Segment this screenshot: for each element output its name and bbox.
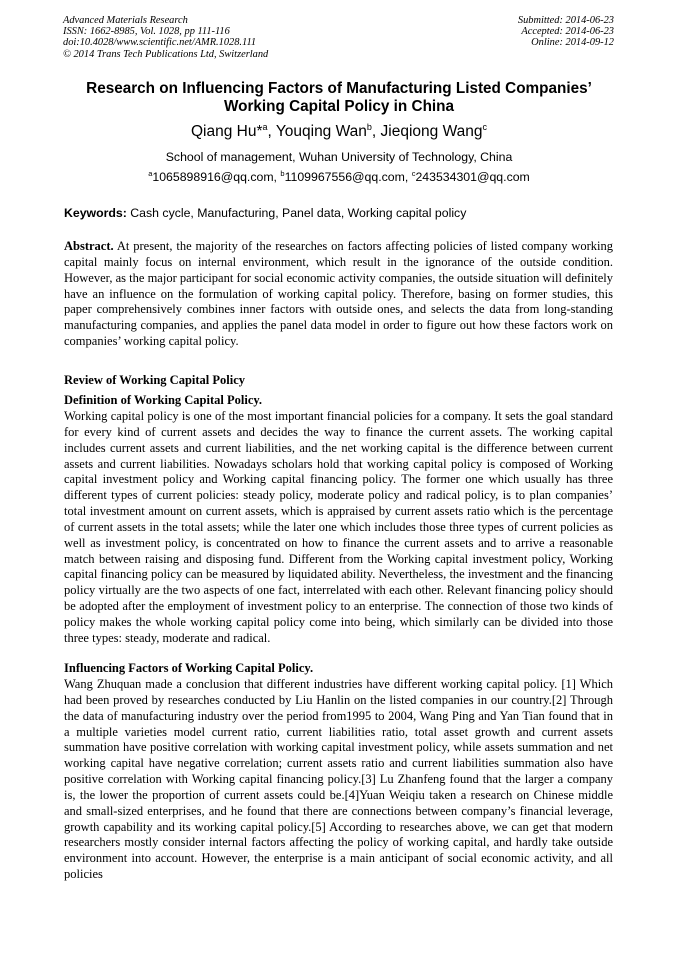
submitted-date: Submitted: 2014-06-23: [517, 15, 614, 26]
email-3: 243534301@qq.com: [415, 170, 530, 184]
accepted-date: Accepted: 2014-06-23: [521, 26, 614, 38]
section-heading-review: Review of Working Capital Policy: [64, 373, 246, 387]
publication-dates: [518, 15, 614, 49]
paper-title-line-1: Research on Influencing Factors of Manufacturing Listed Companies’: [86, 80, 592, 97]
author-3: Jieqiong Wang: [380, 123, 483, 140]
journal-info: [63, 15, 268, 60]
affiliation: School of management, Wuhan University of Technology, China: [165, 150, 513, 164]
keywords: [64, 206, 616, 220]
email-2-mark: b: [280, 168, 285, 178]
author-list: [60, 122, 618, 142]
subsection-heading-influencing-factors: Influencing Factors of Working Capital Policy.: [64, 661, 314, 675]
keywords-text: Cash cycle, Manufacturing, Panel data, Working capital policy: [126, 206, 467, 220]
author-separator: ,: [267, 123, 276, 140]
email-1-mark: a: [148, 168, 153, 178]
journal-name: Advanced Materials Research: [63, 15, 188, 26]
author-separator: ,: [371, 123, 381, 140]
journal-copyright: © 2014 Trans Tech Publications Ltd, Switzerland: [63, 48, 269, 60]
author-1-mark: a: [262, 121, 268, 132]
keywords-label: Keywords:: [64, 206, 127, 220]
journal-issn: ISSN: 1662-8985, Vol. 1028, pp 111-116: [63, 26, 230, 38]
email-1: 1065898916@qq.com,: [152, 170, 281, 184]
email-3-mark: c: [411, 168, 416, 178]
email-2: 1109967556@qq.com,: [284, 170, 412, 184]
paper-title: [60, 80, 618, 116]
online-date: Online: 2014-09-12: [531, 37, 614, 49]
journal-doi: doi:10.4028/www.scientific.net/AMR.1028.111: [63, 37, 257, 49]
abstract: [64, 239, 613, 350]
author-emails: [60, 170, 618, 184]
paragraph-definition: Working capital policy is one of the most important financial policies for a company. It sets the goal standard for every kind of current assets and decides the way to finance the current assets. The working capital includes current assets and current liabilities, and the net working capital is the difference between current assets and current liabilities. Nowadays scholars hold that working capital policy is composed of Working capital investment policy and Working capital financing policy. The former one which usually has three different types of current policies: steady policy, moderate policy and radical policy, is to plan companies’ total investment amount on current assets, which is appraised by current assets ratio which is the percentage of current assets in the total assets; while the later one which includes those three types of current policies as well as investment policy, is concentrated on how to finance the current assets and to arrive a reasonable match between raising and disposing fund. Different from the Working capital investment policy, Working capital financing policy can be measured by liquidated ability. Nevertheless, the investment and the financing policy virtually are the two aspects of one fact, interrelated with each other. Relevant financing policy should be adopted after the employment of investment policy to an enterprise. The connection of those two kinds of policy makes the whole working capital policy come into being, which similarly can be divided into those three types: steady, moderate and radical.: [64, 409, 613, 645]
author-2-mark: b: [366, 121, 372, 132]
author-1: Qiang Hu*: [190, 123, 263, 140]
author-2: Youqing Wan: [275, 123, 367, 140]
abstract-label: Abstract.: [64, 239, 114, 253]
paper-title-line-2: Working Capital Policy in China: [223, 98, 455, 115]
abstract-text: At present, the majority of the researches on factors affecting policies of listed company working capital mainly focus on internal environment, which result in the ignorance of the outside condition. However, as the major participant for social economic activity companies, the outside situation will definitely have an influence on the formulation of working capital policy. Therefore, basing on former studies, this paper comprehensively combines inner factors with outside ones, and selects the data from long-standing manufacturing companies, and applies the panel data model in order to figure out how these factors work on companies’ working capital policy.: [64, 239, 613, 349]
subsection-heading-definition: Definition of Working Capital Policy.: [64, 393, 263, 407]
paragraph-influencing-factors: Wang Zhuquan made a conclusion that different industries have different working capital policy. [1] Which had been proved by researches conducted by Liu Hanlin on the listed companies in our country.[2] Through the data of manufacturing industry over the period from1995 to 2004, Wang Ping and Yan Tian found that in a multiple varieties model current ratio, current liabilities ratio, total asset growth and current assets summation have positive correlation with working capital investment policy, while assets summation and net working capital have negative correlation; current assets ratio and current liabilities summation also have positive correlation with Working capital financing policy.[3] Lu Zhanfeng found that the larger a company is, the lower the proportion of current assets could be.[4]Yuan Weiqiu taken a research on Chinese middle and small-sized enterprises, and he found that there are connections between company’s financial leverage, growth capability and its working capital policy.[5] According to researches above, we can get that modern researchers mostly consider internal factors affecting the policy of working capital, and hardly take outside environment into account. However, the enterprise is a main anticipant of social economic activity, and all policies: [64, 677, 613, 882]
author-3-mark: c: [482, 121, 488, 132]
